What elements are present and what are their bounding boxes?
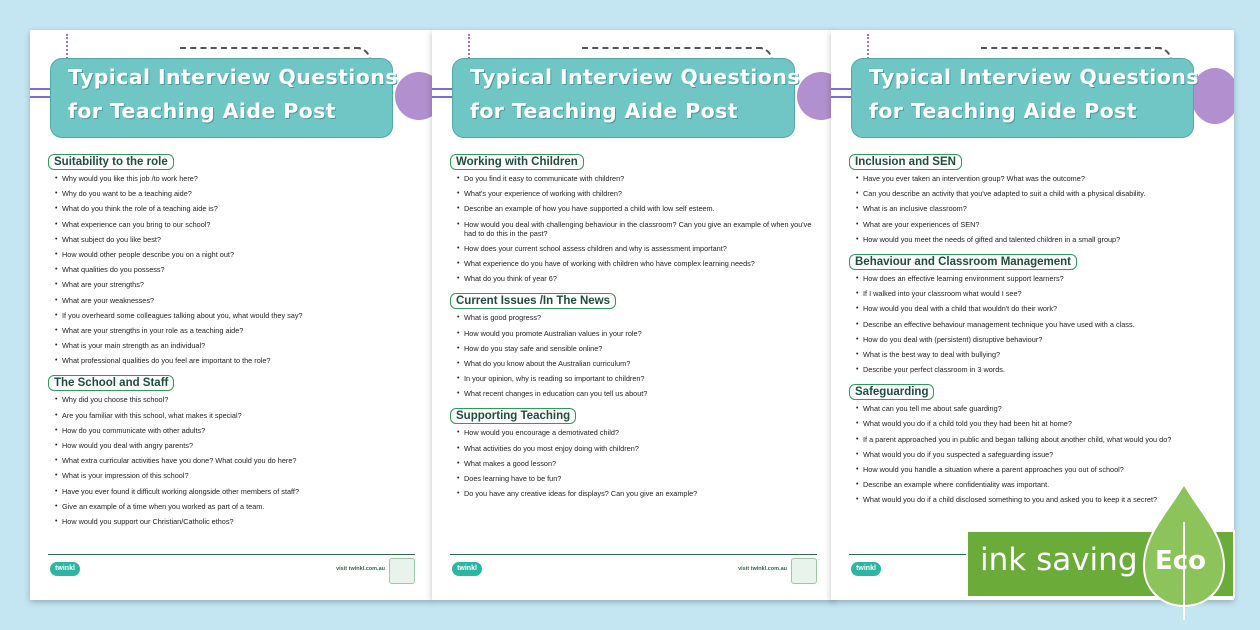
question-item: • What is your impression of this school? [56, 471, 423, 480]
question-item: • Give an example of a time when you worked as part of a team. [56, 502, 423, 511]
question-list [48, 174, 423, 365]
footer-url: visit twinkl.com.au [738, 566, 787, 572]
section-heading: Safeguarding [849, 384, 934, 400]
question-item: • How would you meet the needs of gifted and talented children in a small group? [857, 235, 1224, 244]
worksheet-page-1 [30, 30, 433, 600]
section-heading: Inclusion and SEN [849, 154, 962, 170]
page-title [869, 60, 1199, 128]
page-title [470, 60, 800, 128]
twinkl-logo: twinkl [851, 562, 881, 576]
twinkl-logo: twinkl [50, 562, 80, 576]
question-item: • Describe your perfect classroom in 3 words. [857, 365, 1224, 374]
page-title [68, 60, 398, 128]
question-item: • If a parent approached you in public and began talking about another child, what would you do? [857, 435, 1224, 444]
title-line-2: for Teaching Aide Post [869, 99, 1137, 123]
decor-dashed-line [582, 47, 762, 49]
question-item: • What is good progress? [458, 313, 825, 322]
question-item: • What's your experience of working with children? [458, 189, 825, 198]
question-item: • Have you ever taken an intervention group? What was the outcome? [857, 174, 1224, 183]
twinkl-logo: twinkl [452, 562, 482, 576]
question-item: • What recent changes in education can you tell us about? [458, 389, 825, 398]
question-item: • How would you support our Christian/Catholic ethos? [56, 517, 423, 526]
title-line-2: for Teaching Aide Post [68, 99, 336, 123]
title-line-1: Typical Interview Questions [68, 65, 398, 89]
question-item: • Does learning have to be fun? [458, 474, 825, 483]
decor-dashed-line [180, 47, 360, 49]
question-item: • What would you do if a child told you they had been hit at home? [857, 419, 1224, 428]
question-item: • How would other people describe you on a night out? [56, 250, 423, 259]
question-item: • How would you deal with challenging behaviour in the classroom? Can you give an example of when you've had to do this in the past? [458, 220, 825, 238]
question-section [48, 371, 423, 526]
question-item: • How would you deal with a child that wouldn't do their work? [857, 304, 1224, 313]
question-item: • What do you think the role of a teaching aide is? [56, 204, 423, 213]
footer-divider [48, 554, 415, 555]
section-heading: Current Issues /In The News [450, 293, 616, 309]
question-item: • What are your weaknesses? [56, 296, 423, 305]
question-section [849, 150, 1224, 244]
question-list [849, 174, 1224, 244]
footer-divider [450, 554, 817, 555]
question-list [450, 313, 825, 398]
question-item: • Do you find it easy to communicate with children? [458, 174, 825, 183]
question-section [48, 150, 423, 365]
question-item: • If I walked into your classroom what would I see? [857, 289, 1224, 298]
section-heading: Behaviour and Classroom Management [849, 254, 1077, 270]
quality-badge-icon [791, 558, 817, 584]
eco-label: Eco [1155, 546, 1207, 576]
question-item: • What is an inclusive classroom? [857, 204, 1224, 213]
question-section [450, 150, 825, 283]
question-item: • What professional qualities do you feel are important to the role? [56, 356, 423, 365]
question-item: • How would you handle a situation where a parent approaches you out of school? [857, 465, 1224, 474]
ink-saving-text: ink saving [980, 542, 1138, 578]
question-content [48, 150, 423, 532]
question-item: • What can you tell me about safe guarding? [857, 404, 1224, 413]
question-item: • What qualities do you possess? [56, 265, 423, 274]
question-item: • What are your strengths in your role as a teaching aide? [56, 326, 423, 335]
question-item: • What are your strengths? [56, 280, 423, 289]
title-line-2: for Teaching Aide Post [470, 99, 738, 123]
decor-circle [797, 72, 835, 120]
question-item: • Describe an example where confidentiality was important. [857, 480, 1224, 489]
quality-badge-icon [389, 558, 415, 584]
question-item: • Are you familiar with this school, what makes it special? [56, 411, 423, 420]
question-list [450, 174, 825, 283]
question-item: • What is the best way to deal with bullying? [857, 350, 1224, 359]
question-item: • Why do you want to be a teaching aide? [56, 189, 423, 198]
question-item: • What experience do you have of working with children who have complex learning needs? [458, 259, 825, 268]
question-item: • What do you think of year 6? [458, 274, 825, 283]
section-heading: Suitability to the role [48, 154, 174, 170]
question-item: • What are your experiences of SEN? [857, 220, 1224, 229]
question-item: • What activities do you most enjoy doing with children? [458, 444, 825, 453]
question-item: • Describe an example of how you have supported a child with low self esteem. [458, 204, 825, 213]
question-item: • What would you do if a child disclosed something to you and asked you to keep it a secret? [857, 495, 1224, 504]
footer-url: visit twinkl.com.au [336, 566, 385, 572]
question-item: • Do you have any creative ideas for displays? Can you give an example? [458, 489, 825, 498]
question-item: • What is your main strength as an individual? [56, 341, 423, 350]
question-item: • How do you deal with (persistent) disruptive behaviour? [857, 335, 1224, 344]
section-heading: Supporting Teaching [450, 408, 576, 424]
question-item: • How does an effective learning environment support learners? [857, 274, 1224, 283]
question-item: • Why did you choose this school? [56, 395, 423, 404]
question-section [450, 289, 825, 398]
question-item: • What do you know about the Australian curriculum? [458, 359, 825, 368]
decor-dashed-line [981, 47, 1161, 49]
decor-circle [395, 72, 433, 120]
question-content [849, 150, 1224, 511]
title-line-1: Typical Interview Questions [470, 65, 800, 89]
question-item: • Have you ever found it difficult working alongside other members of staff? [56, 487, 423, 496]
question-item: • Why would you like this job /to work here? [56, 174, 423, 183]
question-item: • What experience can you bring to our school? [56, 220, 423, 229]
question-section [450, 404, 825, 498]
question-content [450, 150, 825, 504]
question-item: • How do you communicate with other adults? [56, 426, 423, 435]
question-list [849, 274, 1224, 374]
question-item: • In your opinion, why is reading so important to children? [458, 374, 825, 383]
question-item: • How would you promote Australian values in your role? [458, 329, 825, 338]
question-item: • Can you describe an activity that you've adapted to suit a child with a physical disability. [857, 189, 1224, 198]
question-list [48, 395, 423, 526]
question-item: • What would you do if you suspected a safeguarding issue? [857, 450, 1224, 459]
question-item: • What subject do you like best? [56, 235, 423, 244]
question-item: • What makes a good lesson? [458, 459, 825, 468]
title-line-1: Typical Interview Questions [869, 65, 1199, 89]
question-item: • How would you deal with angry parents? [56, 441, 423, 450]
section-heading: The School and Staff [48, 375, 174, 391]
question-item: • How would you encourage a demotivated child? [458, 428, 825, 437]
question-item: • Describe an effective behaviour management technique you have used with a class. [857, 320, 1224, 329]
question-item: • What extra curricular activities have you done? What could you do here? [56, 456, 423, 465]
question-item: • If you overheard some colleagues talking about you, what would they say? [56, 311, 423, 320]
question-item: • How do you stay safe and sensible online? [458, 344, 825, 353]
worksheet-page-2 [432, 30, 835, 600]
question-item: • How does your current school assess children and why is assessment important? [458, 244, 825, 253]
question-list [450, 428, 825, 498]
section-heading: Working with Children [450, 154, 584, 170]
question-section [849, 250, 1224, 374]
